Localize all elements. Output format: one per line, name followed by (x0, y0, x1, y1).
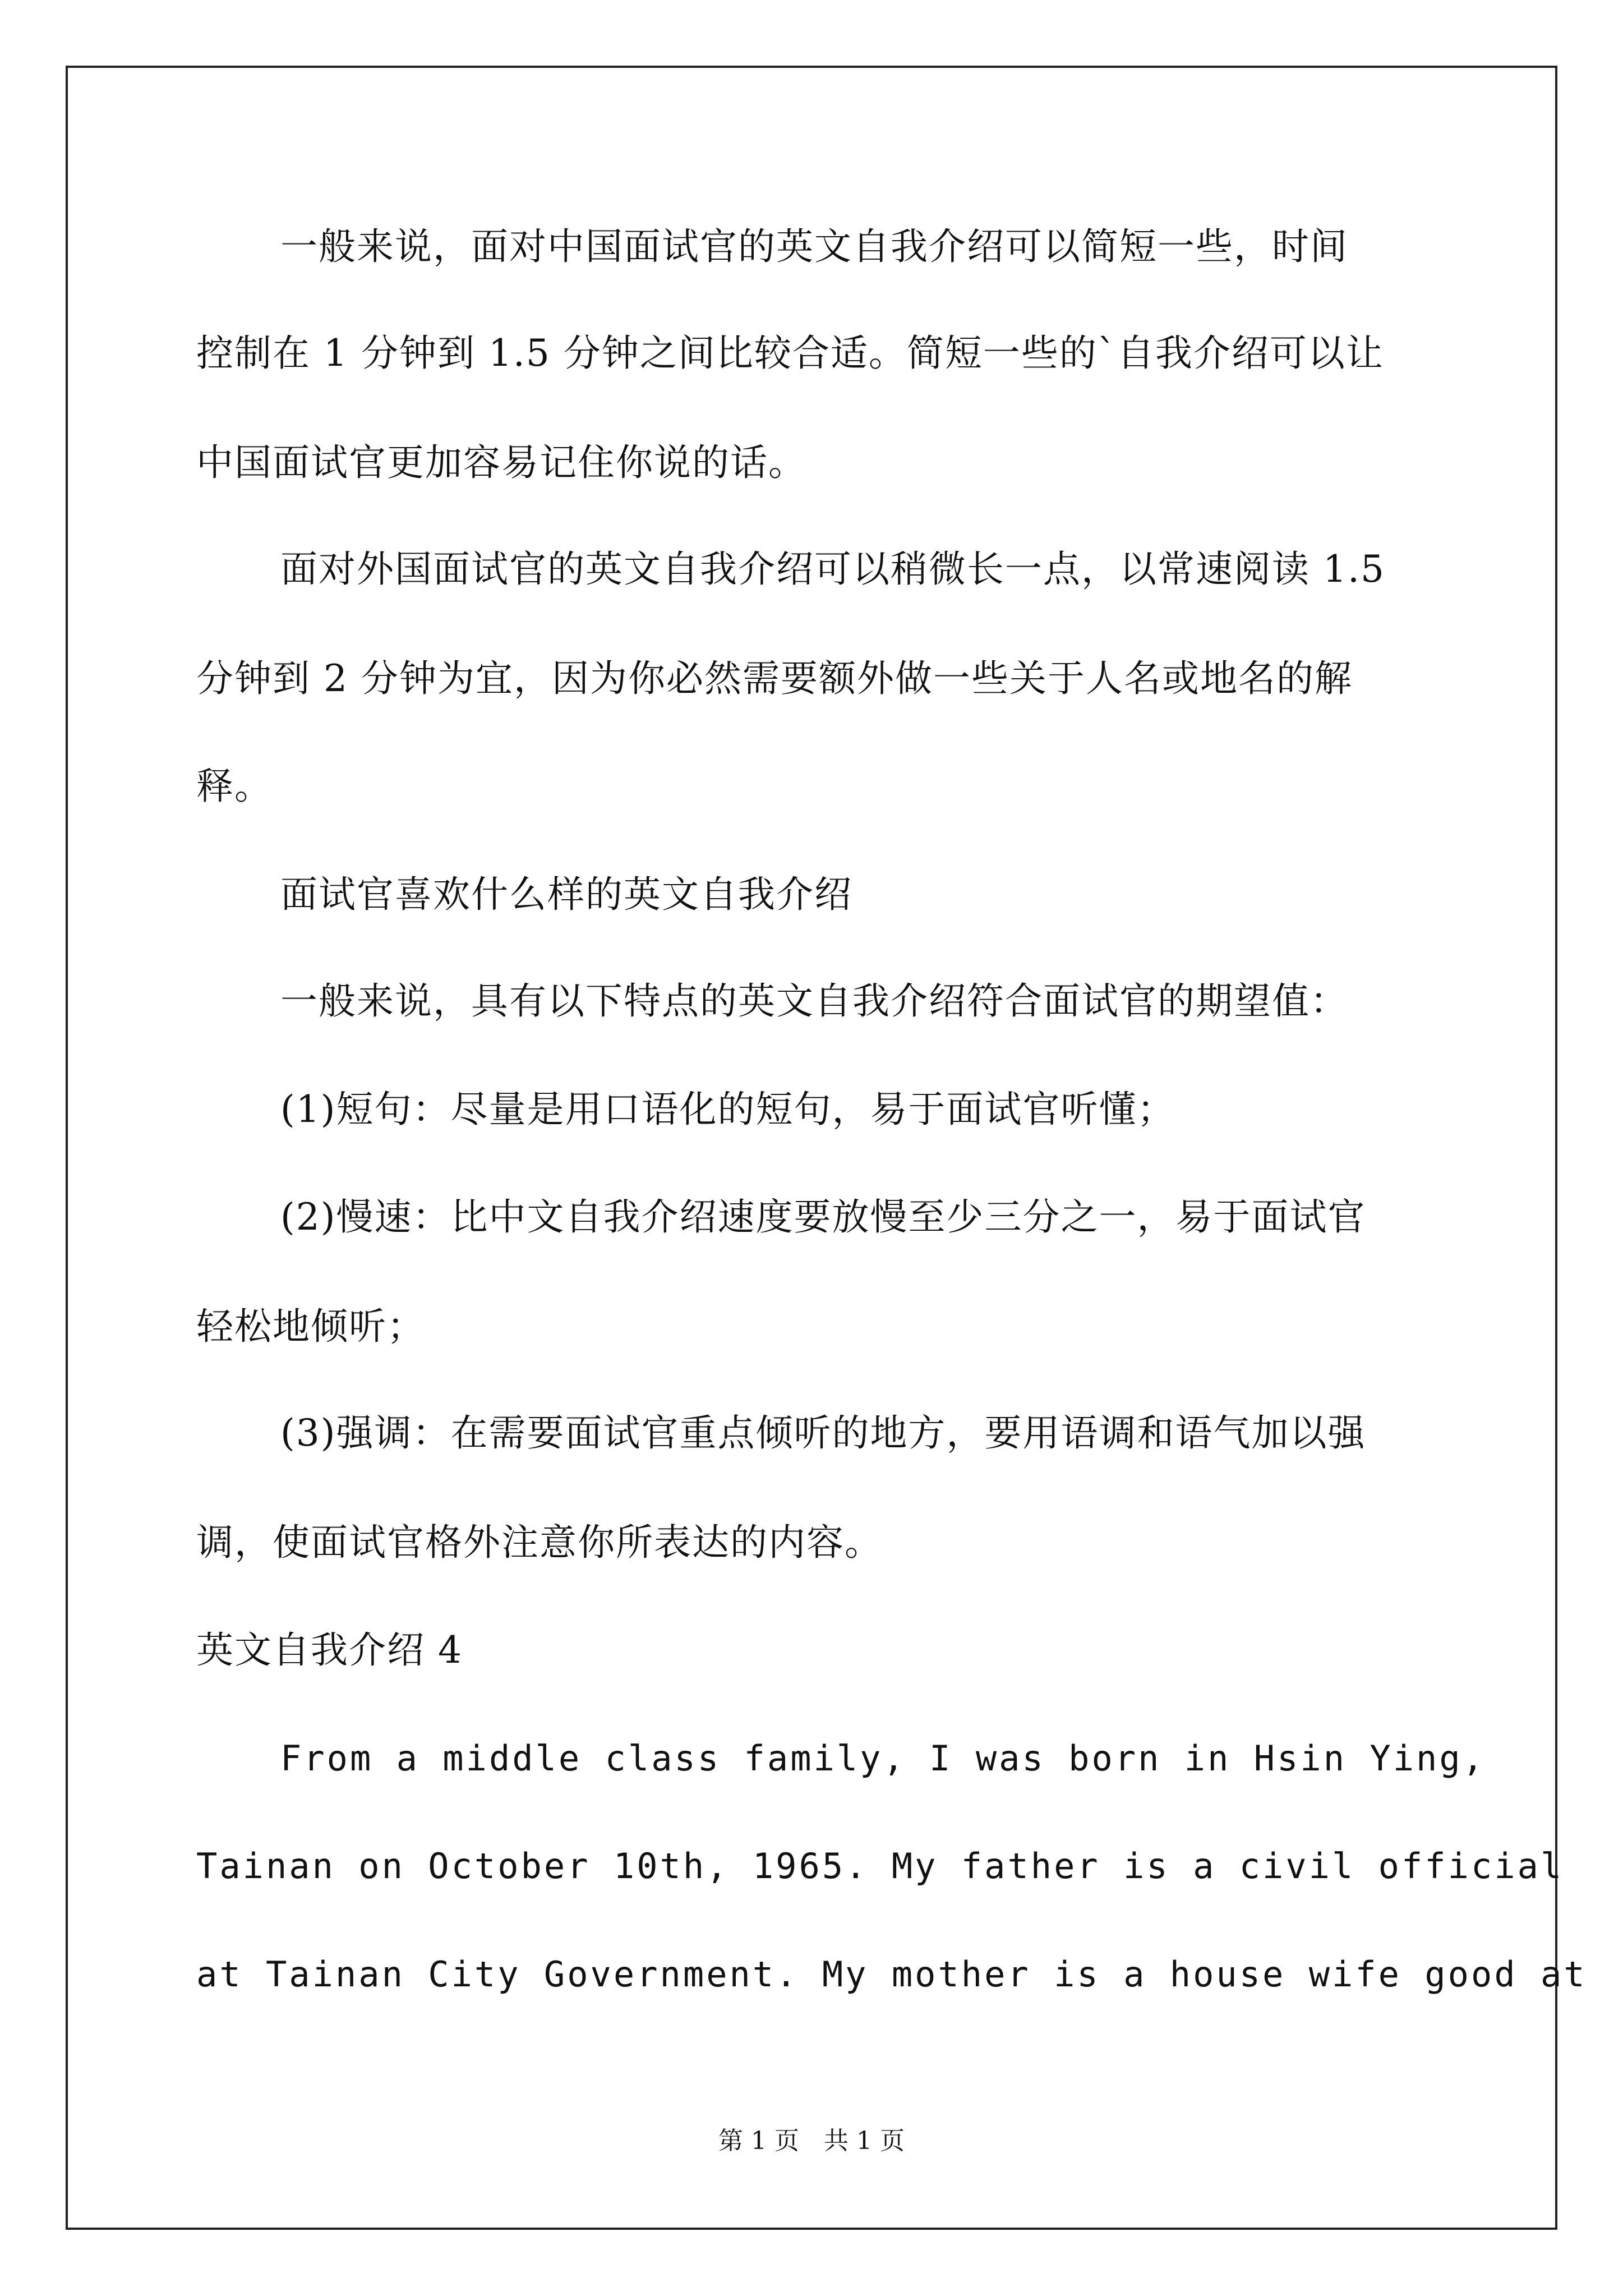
page-footer: 第 1 页 共 1 页 (718, 2127, 905, 2155)
list-item-continued: 轻松地倾听； (196, 1305, 425, 1348)
english-paragraph-line: Tainan on October 10th, 1965. My father is a civil official (196, 1846, 1564, 1887)
list-item: (1)短句：尽量是用口语化的短句，易于面试官听懂； (280, 1088, 1175, 1131)
paragraph-line: 面对外国面试官的英文自我介绍可以稍微长一点，以常速阅读 1.5 (280, 547, 1385, 591)
paragraph-line: 分钟到 2 分钟为宜，因为你必然需要额外做一些关于人名或地名的解 (196, 657, 1353, 700)
list-item: (3)强调：在需要面试官重点倾听的地方，要用语调和语气加以强 (280, 1411, 1366, 1455)
paragraph-line: 释。 (196, 765, 273, 808)
english-paragraph-line: From a middle class family, I was born in Hsin Ying, (280, 1738, 1486, 1779)
page-border (66, 66, 1557, 2230)
paragraph-line: 中国面试官更加容易记住你说的话。 (196, 441, 806, 484)
section-title: 英文自我介绍 4 (196, 1628, 463, 1672)
paragraph-line: 控制在 1 分钟到 1.5 分钟之间比较合适。简短一些的`自我介绍可以让 (196, 332, 1384, 375)
english-paragraph-line: at Tainan City Government. My mother is a house wife good at (196, 1954, 1587, 1995)
section-heading: 面试官喜欢什么样的英文自我介绍 (280, 873, 852, 916)
list-item-continued: 调，使面试官格外注意你所表达的内容。 (196, 1521, 883, 1564)
paragraph-line: 一般来说，具有以下特点的英文自我介绍符合面试官的期望值： (280, 979, 1348, 1023)
list-item: (2)慢速：比中文自我介绍速度要放慢至少三分之一，易于面试官 (280, 1195, 1366, 1239)
paragraph-line: 一般来说，面对中国面试官的英文自我介绍可以简短一些，时间 (280, 225, 1348, 268)
